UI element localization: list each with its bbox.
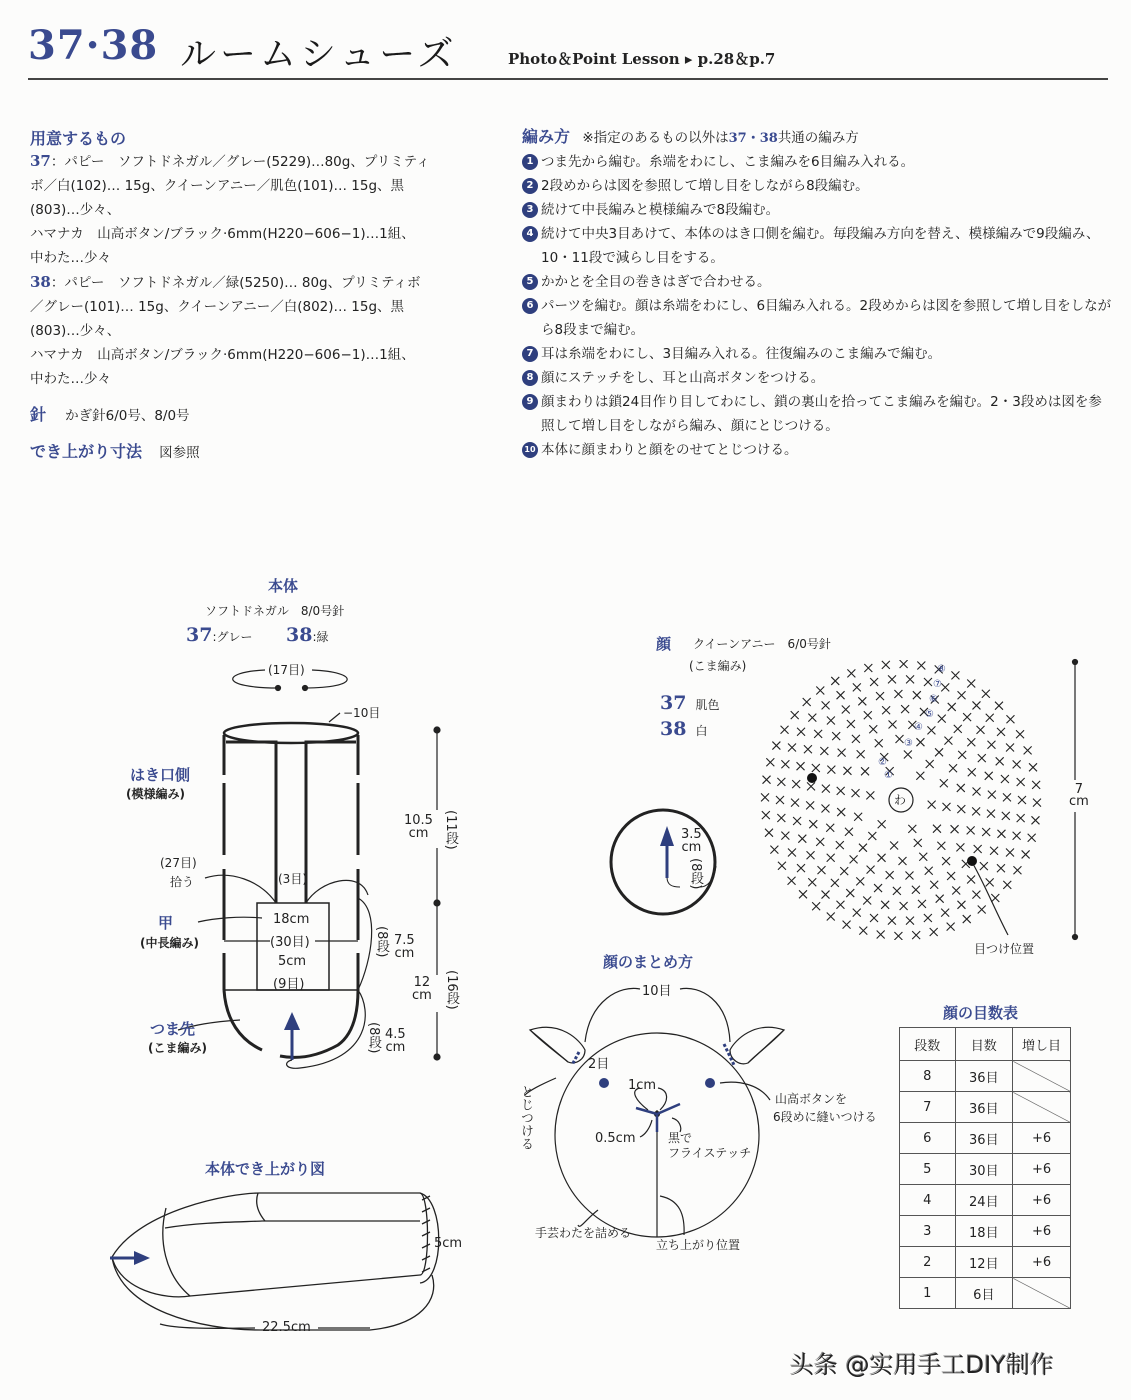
- cell-stitches: 24目: [955, 1185, 1013, 1216]
- toe-height: [385, 1028, 406, 1054]
- stitch-note-1: 黒で: [668, 1131, 693, 1145]
- material-line: ：パピー ソフトドネガル／グレー(5229)…80g、プリミティ: [50, 154, 430, 170]
- opening-side-stitch: (模様編み): [126, 787, 185, 801]
- instep-label: 甲: [158, 914, 174, 932]
- material-line: (803)…少々、: [30, 323, 121, 339]
- step-text: 顔まわりは鎖24目作り目してわにし、鎖の裏山を拾ってこま編みを編む。2・3段めは図を参照して増し目をしながら編み、顔にとじつける。: [541, 394, 1102, 434]
- step-number-icon: 2: [522, 178, 538, 194]
- upper-height: [404, 814, 433, 840]
- round-marker-6: ⑥: [929, 694, 938, 705]
- magic-ring-label: わ: [894, 793, 907, 807]
- cell-round: 5: [900, 1154, 956, 1185]
- step-text: 2段めからは図を参照して増し目をしながら8段編む。: [541, 178, 869, 194]
- assembly-top-stitches: 10目: [642, 984, 672, 999]
- face-color-38: [660, 718, 708, 740]
- round-marker-8: ⑧: [937, 664, 946, 675]
- material-line: 中わた…少々: [30, 250, 111, 266]
- attach-label: とじつける: [518, 1085, 533, 1150]
- face-38-num: 38: [660, 718, 687, 740]
- face-height: [1069, 784, 1089, 808]
- step-number-icon: 4: [522, 226, 538, 242]
- body-diagram-title: 本体: [268, 577, 299, 595]
- lesson-reference: Photo＆Point Lesson ▸ p.28＆p.7: [508, 50, 776, 68]
- size-value: 図参照: [159, 445, 200, 461]
- instep-width: 18cm: [273, 912, 310, 927]
- cell-round: 8: [900, 1061, 956, 1092]
- step-number-icon: 7: [522, 346, 538, 362]
- material-line: ：パピー ソフトドネガル／緑(5250)… 80g、プリミティボ: [50, 275, 421, 291]
- eye-position-label: 目つけ位置: [974, 942, 1035, 956]
- inner-stitches: (9目): [273, 977, 305, 992]
- mid-rows: (8段): [374, 926, 389, 958]
- rim-stitch-count: −10目: [343, 706, 381, 720]
- material-line: ハマナカ 山高ボタン/ブラック·6mm(H220−606−1)…1組、: [30, 347, 415, 363]
- face-circle-rows: (8段): [688, 858, 703, 890]
- size-label: でき上がり寸法: [30, 442, 143, 461]
- step-text: 本体に顔まわりと顔をのせてとじつける。: [541, 442, 798, 458]
- instructions-note-nums: 37・38: [728, 131, 778, 146]
- cell-stitches: 36目: [955, 1123, 1013, 1154]
- inner-width: 5cm: [278, 954, 307, 969]
- table-row: [900, 1092, 1071, 1123]
- toe-rows: (8段): [366, 1022, 381, 1054]
- start-position-note: 立ち上がり位置: [656, 1238, 741, 1252]
- cell-round: 6: [900, 1123, 956, 1154]
- toe-stitch: (こま編み): [148, 1041, 207, 1055]
- upper-unit: cm: [408, 826, 429, 841]
- cell-stitches: 36目: [955, 1061, 1013, 1092]
- needle-value: かぎ針6/0号、8/0号: [65, 408, 190, 424]
- col-stitches: 目数: [955, 1028, 1013, 1061]
- step-text: 耳は糸端をわにし、3目編み入れる。往復編みのこま編みで編む。: [541, 346, 942, 362]
- cell-increase: [1013, 1061, 1071, 1092]
- cell-stitches: 6目: [955, 1278, 1013, 1309]
- watermark: 头条 @实用手工DIY制作: [790, 1351, 1054, 1379]
- face-37-num: 37: [660, 692, 687, 714]
- mid-cm: 7.5: [394, 933, 415, 948]
- step-number-icon: 9: [522, 394, 538, 410]
- mid-unit: cm: [394, 946, 415, 961]
- face-height-unit: cm: [1069, 794, 1089, 809]
- lower-unit: cm: [412, 988, 432, 1003]
- button-note-1: 山高ボタンを: [775, 1092, 848, 1106]
- body-yarn: ソフトドネガル 8/0号針: [205, 604, 345, 618]
- cell-stitches: 18目: [955, 1216, 1013, 1247]
- instructions-note: ※指定のあるもの以外は: [582, 130, 729, 146]
- assembly-title: 顔のまとめ方: [603, 953, 694, 971]
- upper-rows: (11段): [443, 810, 458, 850]
- circle-unit: cm: [681, 840, 702, 855]
- step-number-icon: 10: [522, 442, 538, 458]
- face-circle-size: [681, 828, 702, 854]
- table-row: [900, 1216, 1071, 1247]
- nose-width: 1cm: [628, 1078, 657, 1093]
- pattern-38-label: 38: [30, 273, 51, 291]
- material-line: ／グレー(101)… 15g、クイーンアニー／白(802)… 15g、黒: [30, 299, 405, 315]
- cell-increase: +6: [1013, 1185, 1071, 1216]
- cell-round: 1: [900, 1278, 956, 1309]
- cell-round: 4: [900, 1185, 956, 1216]
- cell-increase: [1013, 1278, 1071, 1309]
- step-text: つま先から編む。糸端をわにし、こま編みを6目編み入れる。: [541, 154, 915, 170]
- stitch-note-2: フライステッチ: [668, 1146, 752, 1160]
- round-marker-7: ⑦: [933, 679, 942, 690]
- face-stitch: (こま編み): [689, 659, 747, 673]
- step-number-icon: 5: [522, 274, 538, 290]
- col-increase: 増し目: [1013, 1028, 1071, 1061]
- round-marker-1: ①: [884, 770, 893, 781]
- step-text: 続けて中央3目あけて、本体のはき口側を編む。毎段編み方向を替え、模様編みで9段編み、10・11段で減らし目をする。: [541, 226, 1100, 266]
- table-header-row: [900, 1028, 1071, 1061]
- step-text: かかとを全目の巻きはぎで合わせる。: [541, 274, 771, 290]
- cell-increase: +6: [1013, 1154, 1071, 1185]
- gauge-table-title: 顔の目数表: [943, 1004, 1019, 1022]
- col-rounds: 段数: [900, 1028, 956, 1061]
- finished-length: 22.5cm: [262, 1320, 311, 1335]
- pattern-number: 37·38: [28, 22, 159, 69]
- lower-cm: 12: [413, 975, 431, 990]
- cell-increase: +6: [1013, 1216, 1071, 1247]
- nose-height: 0.5cm: [595, 1131, 636, 1146]
- step-number-icon: 8: [522, 370, 538, 386]
- cell-increase: [1013, 1092, 1071, 1123]
- cell-stitches: 36目: [955, 1092, 1013, 1123]
- round-marker-5: ⑤: [925, 709, 934, 720]
- face-height-cm: 7: [1074, 782, 1084, 797]
- step-number-icon: 1: [522, 154, 538, 170]
- round-marker-3: ③: [904, 738, 913, 749]
- lower-height: [412, 976, 432, 1002]
- instep-width-stitches: (30目): [270, 935, 310, 950]
- material-line: (803)…少々、: [30, 202, 121, 218]
- materials-heading: 用意するもの: [30, 129, 127, 148]
- instructions-heading: 編み方: [522, 127, 571, 146]
- center-gap: (3目): [278, 872, 307, 886]
- stuffing-note: 手芸わたを詰める: [535, 1226, 632, 1240]
- finished-diagram-title: 本体でき上がり図: [205, 1160, 326, 1178]
- table-row: [900, 1185, 1071, 1216]
- toe-cm: 4.5: [385, 1027, 406, 1042]
- color-38-num: 38: [286, 624, 313, 646]
- material-line: ボ／白(102)… 15g、クイーンアニー／肌色(101)… 15g、黒: [30, 178, 405, 194]
- cell-stitches: 30目: [955, 1154, 1013, 1185]
- stitch-count-table: [899, 1027, 1071, 1309]
- step-text: 顔にステッチをし、耳と山高ボタンをつける。: [541, 370, 825, 386]
- instructions-note-suffix: 共通の編み方: [777, 130, 859, 146]
- face-color-37: [660, 692, 720, 714]
- step-text: 続けて中長編みと模様編みで8段編む。: [541, 202, 780, 218]
- toe-unit: cm: [385, 1040, 406, 1055]
- cell-increase: +6: [1013, 1247, 1071, 1278]
- circle-cm: 3.5: [681, 827, 702, 842]
- button-note-2: 6段めに縫いつける: [773, 1110, 877, 1124]
- ear-stitches: 2目: [588, 1057, 610, 1072]
- finished-height: 5cm: [434, 1236, 463, 1251]
- face-38-color: 白: [695, 724, 708, 738]
- color-37-num: 37: [186, 624, 213, 646]
- table-row: [900, 1061, 1071, 1092]
- cell-round: 2: [900, 1247, 956, 1278]
- table-row: [900, 1247, 1071, 1278]
- round-marker-2: ②: [878, 757, 887, 768]
- pickup-label: 拾う: [170, 875, 195, 889]
- table-row: [900, 1154, 1071, 1185]
- pickup-count: (27目): [160, 856, 197, 870]
- step-number-icon: 3: [522, 202, 538, 218]
- color-37-name: :グレー: [212, 630, 253, 644]
- needle-label: 針: [30, 405, 47, 424]
- lower-rows: (16段): [444, 970, 459, 1010]
- face-yarn: クイーンアニー 6/0号針: [693, 637, 831, 651]
- cell-stitches: 12目: [955, 1247, 1013, 1278]
- step-number-icon: 6: [522, 298, 538, 314]
- table-row: [900, 1123, 1071, 1154]
- instep-stitch: (中長編み): [140, 936, 199, 950]
- face-37-color: 肌色: [695, 698, 720, 712]
- cell-round: 3: [900, 1216, 956, 1247]
- table-row: [900, 1278, 1071, 1309]
- top-stitch-count: (17目): [268, 663, 305, 677]
- step-text: パーツを編む。顔は糸端をわにし、6目編み入れる。2段めからは図を参照して増し目をしながら8段まで編む。: [541, 298, 1112, 338]
- opening-side-label: はき口側: [130, 766, 191, 784]
- cell-increase: +6: [1013, 1123, 1071, 1154]
- color-38-name: :緑: [312, 630, 329, 644]
- round-marker-4: ④: [914, 722, 923, 733]
- material-line: ハマナカ 山高ボタン/ブラック·6mm(H220−606−1)…1組、: [30, 226, 415, 242]
- mid-height: [394, 934, 415, 960]
- material-line: 中わた…少々: [30, 371, 111, 387]
- face-label: 顔: [656, 635, 672, 653]
- toe-label: つま先: [150, 1020, 196, 1038]
- cell-round: 7: [900, 1092, 956, 1123]
- upper-cm: 10.5: [404, 813, 433, 828]
- page-title: ルームシューズ: [180, 34, 458, 75]
- pattern-37-label: 37: [30, 152, 51, 170]
